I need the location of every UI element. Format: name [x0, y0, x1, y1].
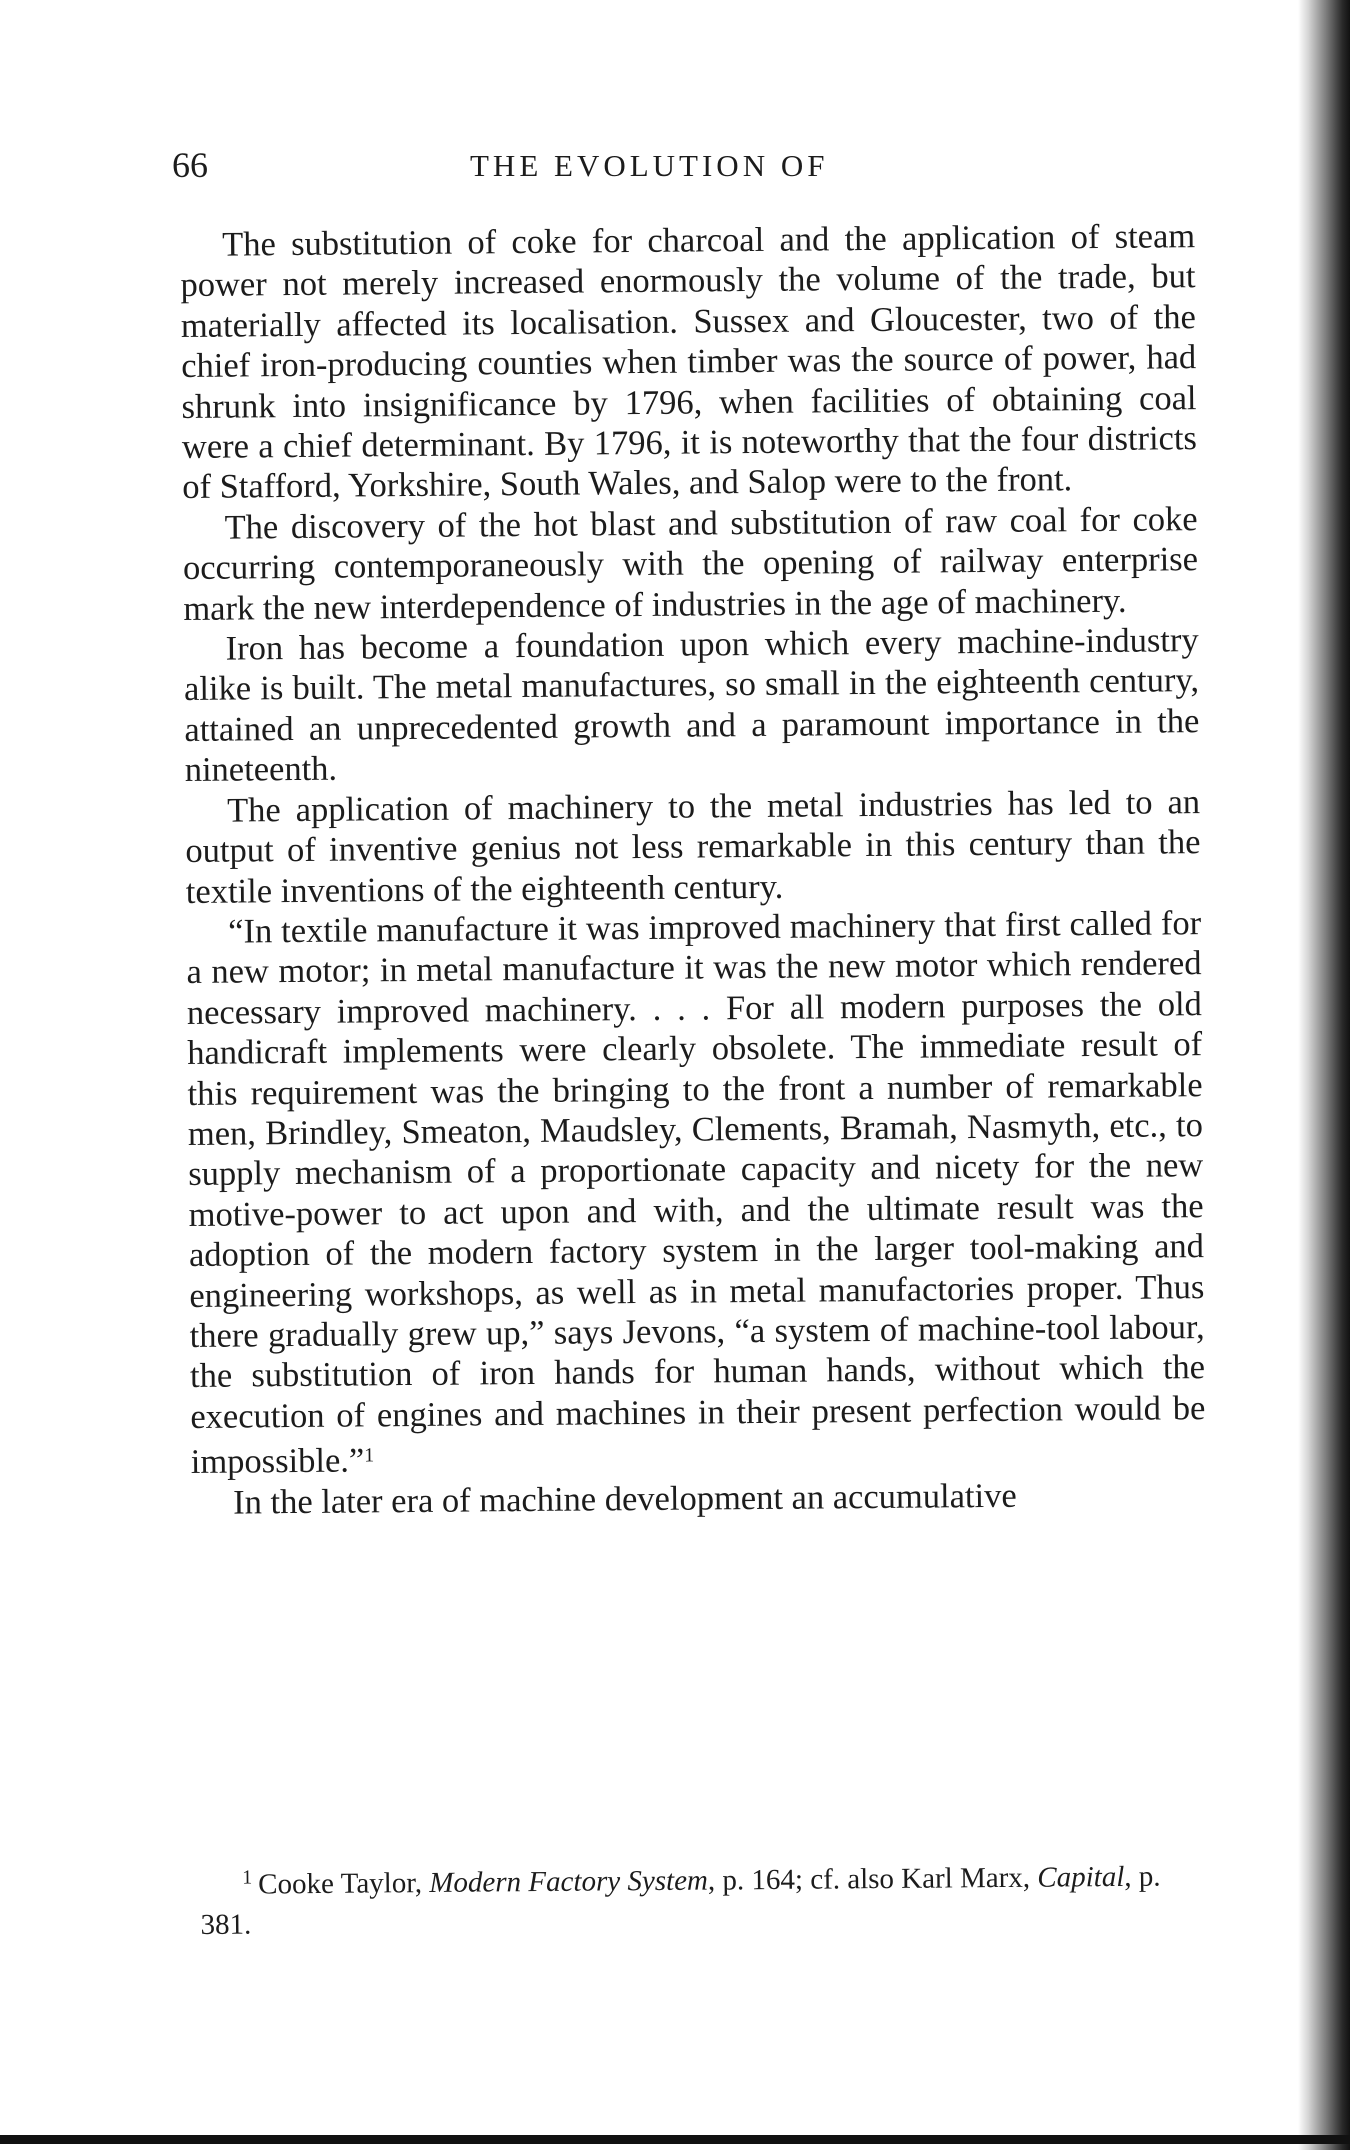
paragraph: The application of machinery to the metal industries has led to an output of inventive genius not less remarkable in this century than the textile inventions of the eighteenth century.	[185, 782, 1201, 911]
paragraph: Iron has become a foundation upon which every machine-industry alike is built. The metal manufactures, so small in the eighteenth century, attained an unprecedented growth and a paramount importance in the nineteenth.	[183, 621, 1200, 790]
footnote	[200, 1849, 1201, 1945]
footnote-author: Cooke Taylor,	[258, 1867, 423, 1901]
footnote-reference[interactable]: 1	[364, 1444, 375, 1467]
paragraph: The substitution of coke for charcoal and the application of steam power not merely increased enormously the volume of the trade, but materially affected its localisation. Sussex and Gloucester, two of the chief iron-producing counties when timber was the source of power, had shrunk into insignificance by 1796, when facilities of obtaining coal were a chief determinant. By 1796, it is noteworthy that the four districts of Stafford, Yorkshire, South Wales, and Salop were to the front.	[180, 217, 1198, 507]
footnote-reference-text-2: , p. 381.	[200, 1860, 1161, 1941]
bottom-scan-border	[0, 2135, 1350, 2144]
page-edge-shadow	[1298, 0, 1350, 2150]
paragraph: The discovery of the hot blast and substitution of raw coal for coke occurring contemporaneously with the opening of railway enterprise mark the new interdependence of industries in the age of machinery.	[182, 499, 1199, 628]
footnote-marker: 1	[242, 1866, 253, 1889]
running-header	[170, 140, 1190, 200]
footnotes	[200, 1849, 1201, 1945]
running-title: THE EVOLUTION OF	[470, 148, 829, 183]
paragraph: In the later era of machine development an accumulative	[232, 1476, 1017, 1522]
quoted-paragraph	[186, 903, 1206, 1483]
body-text	[180, 216, 1206, 1523]
footnote-work-title-2: Capital	[1037, 1860, 1125, 1894]
page-number: 66	[172, 145, 208, 185]
footnote-reference-text: , p. 164; cf. also Karl Marx,	[707, 1861, 1031, 1897]
footnote-work-title: Modern Factory System	[429, 1864, 709, 1899]
quotation-text: “In textile manufacture it was improved machinery that first called for a new motor; in metal manufacture it was the new motor which rendered necessary improved machinery. . . . For all modern purposes the old handicraft implements were clearly obsolete. The immediate result of this requirement was the bringing to the front a number of remarkable men, Brindley, Smeaton, Maudsley, Clements, Bramah, Nasmyth, etc., to supply mechanism of a proportionate capacity and nicety for the new motive-power to act upon and with, and the ultimate result was the adoption of the modern factory system in the larger tool-making and engineering workshops, as well as in metal manufactories proper. Thus there gradually grew up,” says Jevons, “a system of machine-tool labour, the substitution of iron hands for human hands, without which the execution of engines and machines in their present perfection would be impossible.”	[186, 904, 1206, 1482]
